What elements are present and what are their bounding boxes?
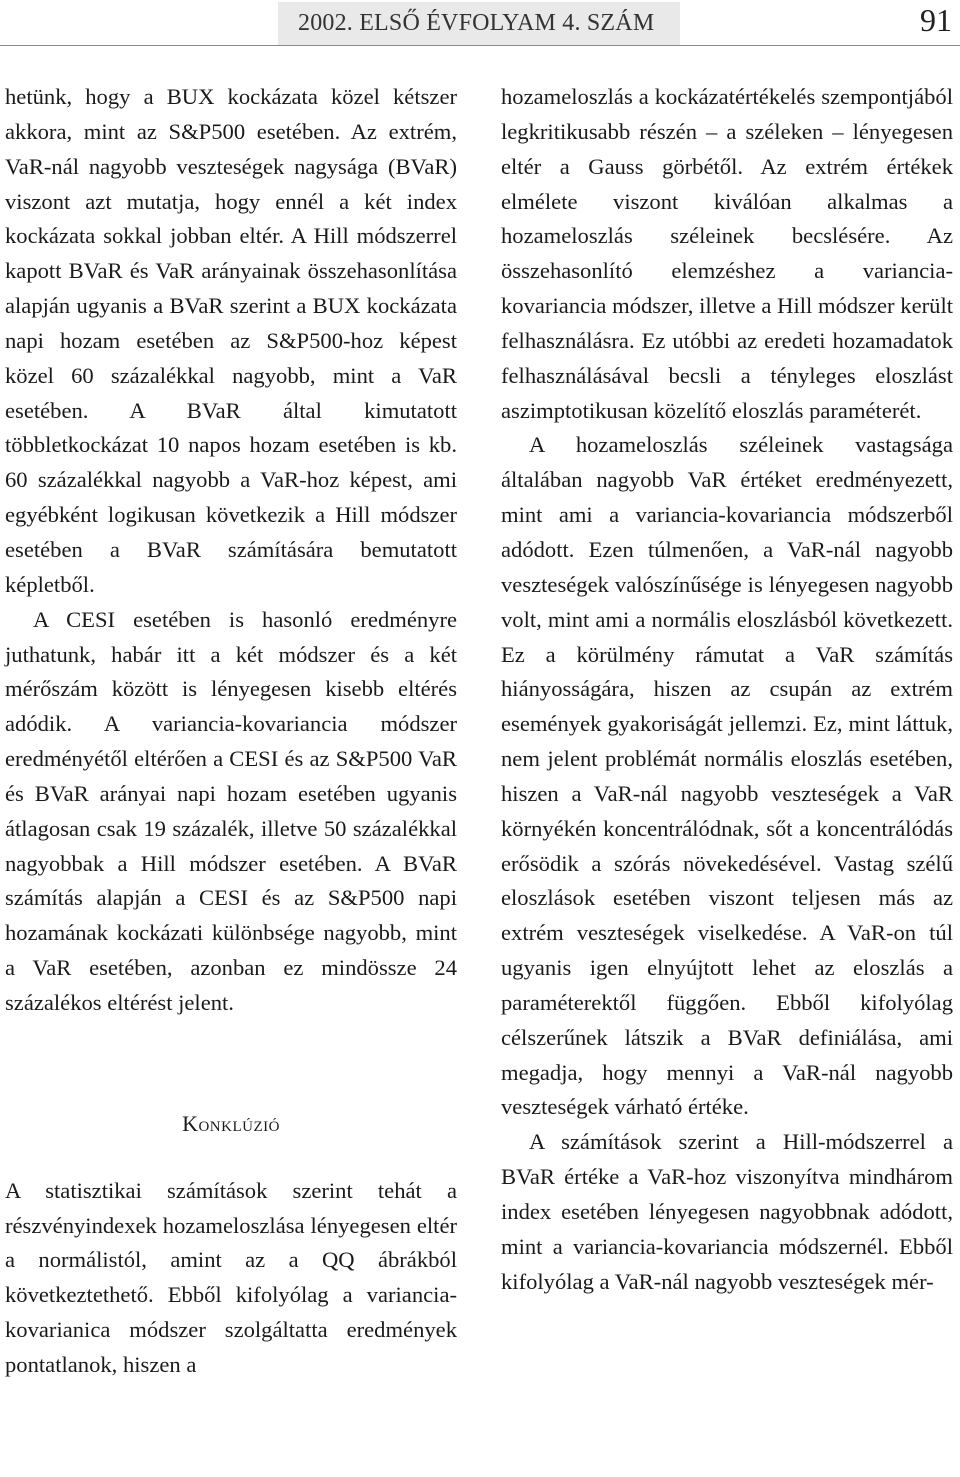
right-paragraph-3: A számítások szerint a Hill-módszerrel a BVaR értéke a VaR-hoz viszonyítva mindhárom index esetében lényegesen nagyobbnak adódott, mint a variancia-kovariancia módszernél. Ebből kifolyólag a VaR-nál nagyobb veszteségek mér- [501,1129,953,1294]
right-column [501,80,953,1300]
page-number: 91 [920,2,952,38]
journal-issue-title: 2002. ELSŐ ÉVFOLYAM 4. SZÁM [298,10,655,36]
header-divider [0,45,960,46]
left-paragraph-2: A CESI esetében is hasonló eredményre juthatunk, habár itt a két módszer és a két mérőszám között is lényegesen kisebb eltérés adódik. A variancia-kovariancia módszer eredményétől eltérően a CESI és az S&P500 VaR és BVaR arányai napi hozam esetében ugyanis átlagosan csak 19 százalék, illetve 50 százalékkal nagyobbak a Hill módszer esetében. A BVaR számítás alapján a CESI és az S&P500 napi hozamának kockázati különbsége nagyobb, mint a VaR esetében, azonban ez mindössze 24 százalékos eltérést jelent. [5,606,457,1015]
left-column [5,80,457,1383]
right-paragraph-1: hozameloszlás a kockázatértékelés szempontjából legkritikusabb részén – a széleken – lényegesen eltér a Gauss görbétől. Az extrém értékek elmélete viszont kiválóan alkalmas a hozameloszlás széleinek becslésére. Az összehasonlító elemzéshez a variancia-kovariancia módszer, illetve a Hill módszer került felhasználásra. Ez utóbbi az eredeti hozamadatok felhasználásával becsli a tényleges eloszlást aszimptotikusan közelítő eloszlás paraméterét. [501,84,953,423]
left-paragraph-1: hetünk, hogy a BUX kockázata közel kétszer akkora, mint az S&P500 esetében. Az extrém, VaR-nál nagyobb veszteségek nagysága (BVaR) viszont azt mutatja, hogy ennél a két index kockázata sokkal jobban eltér. A Hill módszerrel kapott BVaR és VaR arányainak összehasonlítása alapján ugyanis a BVaR szerint a BUX kockázata napi hozam esetében az S&P500-hoz képest közel 60 százalékkal nagyobb, mint a VaR esetében. A BVaR által kimutatott többletkockázat 10 napos hozam esetében is kb. 60 százalékkal nagyobb a VaR-hoz képest, ami egyébként logikusan következik a Hill módszer esetében a BVaR számítására bemutatott képletből. [5,84,457,597]
section-heading-konkluzio: Konklúzió [182,1110,280,1136]
right-paragraph-2: A hozameloszlás széleinek vastagsága általában nagyobb VaR értéket eredményezett, mint ami a variancia-kovariancia módszerből adódott. Ezen túlmenően, a VaR-nál nagyobb veszteségek valószínűsége is lényegesen nagyobb volt, mint ami a normális eloszlásból következett. Ez a körülmény rámutat a VaR számítás hiányosságára, hiszen az csupán az extrém események gyakoriságát jellemzi. Ez, mint láttuk, nem jelent problémát normális eloszlás esetében, hiszen a VaR-nál nagyobb veszteségek a VaR környékén koncentrálódnak, sőt a koncentrálódás erősödik a szórás növekedésével. Vastag szélű eloszlások esetében viszont teljesen más az extrém veszteségek viselkedése. A VaR-on túl ugyanis igen elnyújtott lehet az eloszlás a paraméterektől függően. Ebből kifolyólag célszerűnek látszik a BVaR definiálása, ami megadja, hogy mennyi a VaR-nál nagyobb veszteségek várható értéke. [501,432,953,1120]
left-paragraph-3: A statisztikai számítások szerint tehát a részvényindexek hozameloszlása lényegesen eltér a normálistól, amint az a QQ ábrákból következtethető. Ebből kifolyólag a variancia-kovarianica módszer szolgáltatta eredmények pontatlanok, hiszen a [5,1177,457,1377]
